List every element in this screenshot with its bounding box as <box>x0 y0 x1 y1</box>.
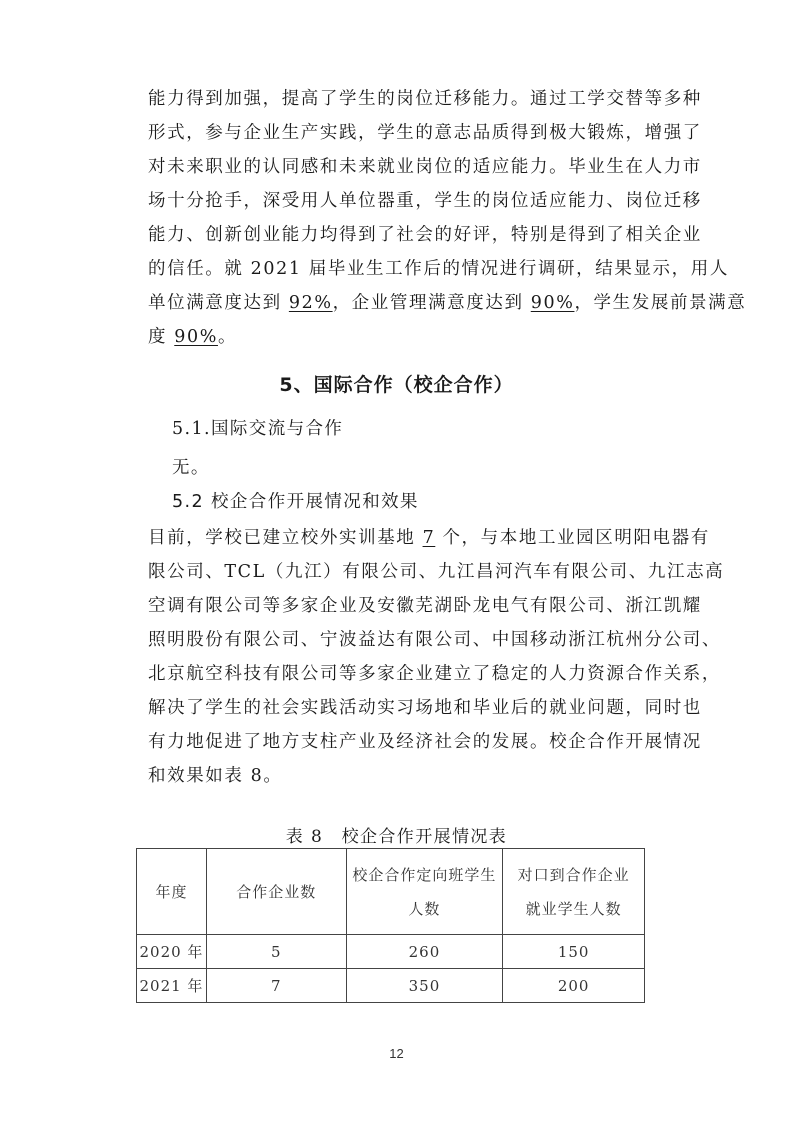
text-fragment: 。 <box>217 327 238 347</box>
text-line: 照明股份有限公司、宁波益达有限公司、中国移动浙江杭州分公司、 <box>148 630 721 650</box>
development-satisfaction-rate: 90% <box>174 327 218 347</box>
subsection-heading-cooperation: 5.2 校企合作开展情况和效果 <box>172 492 419 512</box>
header-year: 年度 <box>137 849 207 935</box>
cooperation-table <box>136 848 645 1003</box>
text-line: 形式，参与企业生产实践，学生的意志品质得到极大锻炼，增强了 <box>148 123 702 143</box>
text-fragment: ，企业管理满意度达到 <box>332 293 531 313</box>
header-line: 校企合作定向班学生 <box>352 865 497 884</box>
header-line: 对口到合作企业 <box>517 865 630 884</box>
text-fragment: 度 <box>148 327 175 347</box>
text-fragment: 单位满意度达到 <box>148 293 289 313</box>
text-fragment: ，学生发展前景满意 <box>574 293 747 313</box>
cell-year: 2020 年 <box>137 935 207 969</box>
paragraph-cooperation <box>148 521 725 793</box>
text-line: 空调有限公司等多家企业及安徽芜湖卧龙电气有限公司、浙江凯耀 <box>148 596 702 616</box>
text-line: 场十分抢手，深受用人单位器重，学生的岗位适应能力、岗位迁移 <box>148 191 702 211</box>
subsection-body-international: 无。 <box>172 458 210 478</box>
paragraph-employment-outcomes <box>148 82 747 354</box>
table-row <box>137 935 645 969</box>
header-employed-students <box>503 849 645 935</box>
text-line <box>148 521 710 555</box>
section-heading: 5、国际合作（校企合作） <box>279 374 514 396</box>
table-row <box>137 969 645 1003</box>
cell-year: 2021 年 <box>137 969 207 1003</box>
text-line: 解决了学生的社会实践活动实习场地和毕业后的就业问题，同时也 <box>148 698 702 718</box>
text-line <box>148 320 648 354</box>
cell-partner-count: 5 <box>206 935 346 969</box>
header-line: 就业学生人数 <box>525 899 622 918</box>
table-caption: 表 8 校企合作开展情况表 <box>285 827 508 847</box>
text-line: 限公司、TCL（九江）有限公司、九江昌河汽车有限公司、九江志高 <box>148 562 725 582</box>
management-satisfaction-rate: 90% <box>530 293 575 313</box>
header-line: 人数 <box>408 899 441 918</box>
text-line: 能力得到加强，提高了学生的岗位迁移能力。通过工学交替等多种 <box>148 89 702 109</box>
text-line: 能力、创新创业能力均得到了社会的好评，特别是得到了相关企业 <box>148 225 702 245</box>
subsection-heading-international: 5.1.国际交流与合作 <box>172 419 344 439</box>
text-line: 和效果如表 8。 <box>148 766 283 786</box>
cell-directed-students: 260 <box>346 935 503 969</box>
text-fragment: 个，与本地工业园区明阳电器有 <box>435 528 710 548</box>
text-line: 的信任。就 2021 届毕业生工作后的情况进行调研，结果显示，用人 <box>148 259 729 279</box>
text-line: 有力地促进了地方支柱产业及经济社会的发展。校企合作开展情况 <box>148 732 702 752</box>
header-partner-count: 合作企业数 <box>206 849 346 935</box>
text-line: 对未来职业的认同感和未来就业岗位的适应能力。毕业生在人力市 <box>148 157 702 177</box>
table-header-row <box>137 849 645 935</box>
cell-partner-count: 7 <box>206 969 346 1003</box>
header-directed-students <box>346 849 503 935</box>
cell-directed-students: 350 <box>346 969 503 1003</box>
cell-employed-students: 200 <box>503 969 645 1003</box>
training-base-count: 7 <box>422 528 436 548</box>
employer-satisfaction-rate: 92% <box>288 293 333 313</box>
text-line: 北京航空科技有限公司等多家企业建立了稳定的人力资源合作关系， <box>148 664 721 684</box>
cell-employed-students: 150 <box>503 935 645 969</box>
text-line <box>148 286 747 320</box>
page-number: 12 <box>389 1046 404 1061</box>
text-fragment: 目前，学校已建立校外实训基地 <box>148 528 423 548</box>
